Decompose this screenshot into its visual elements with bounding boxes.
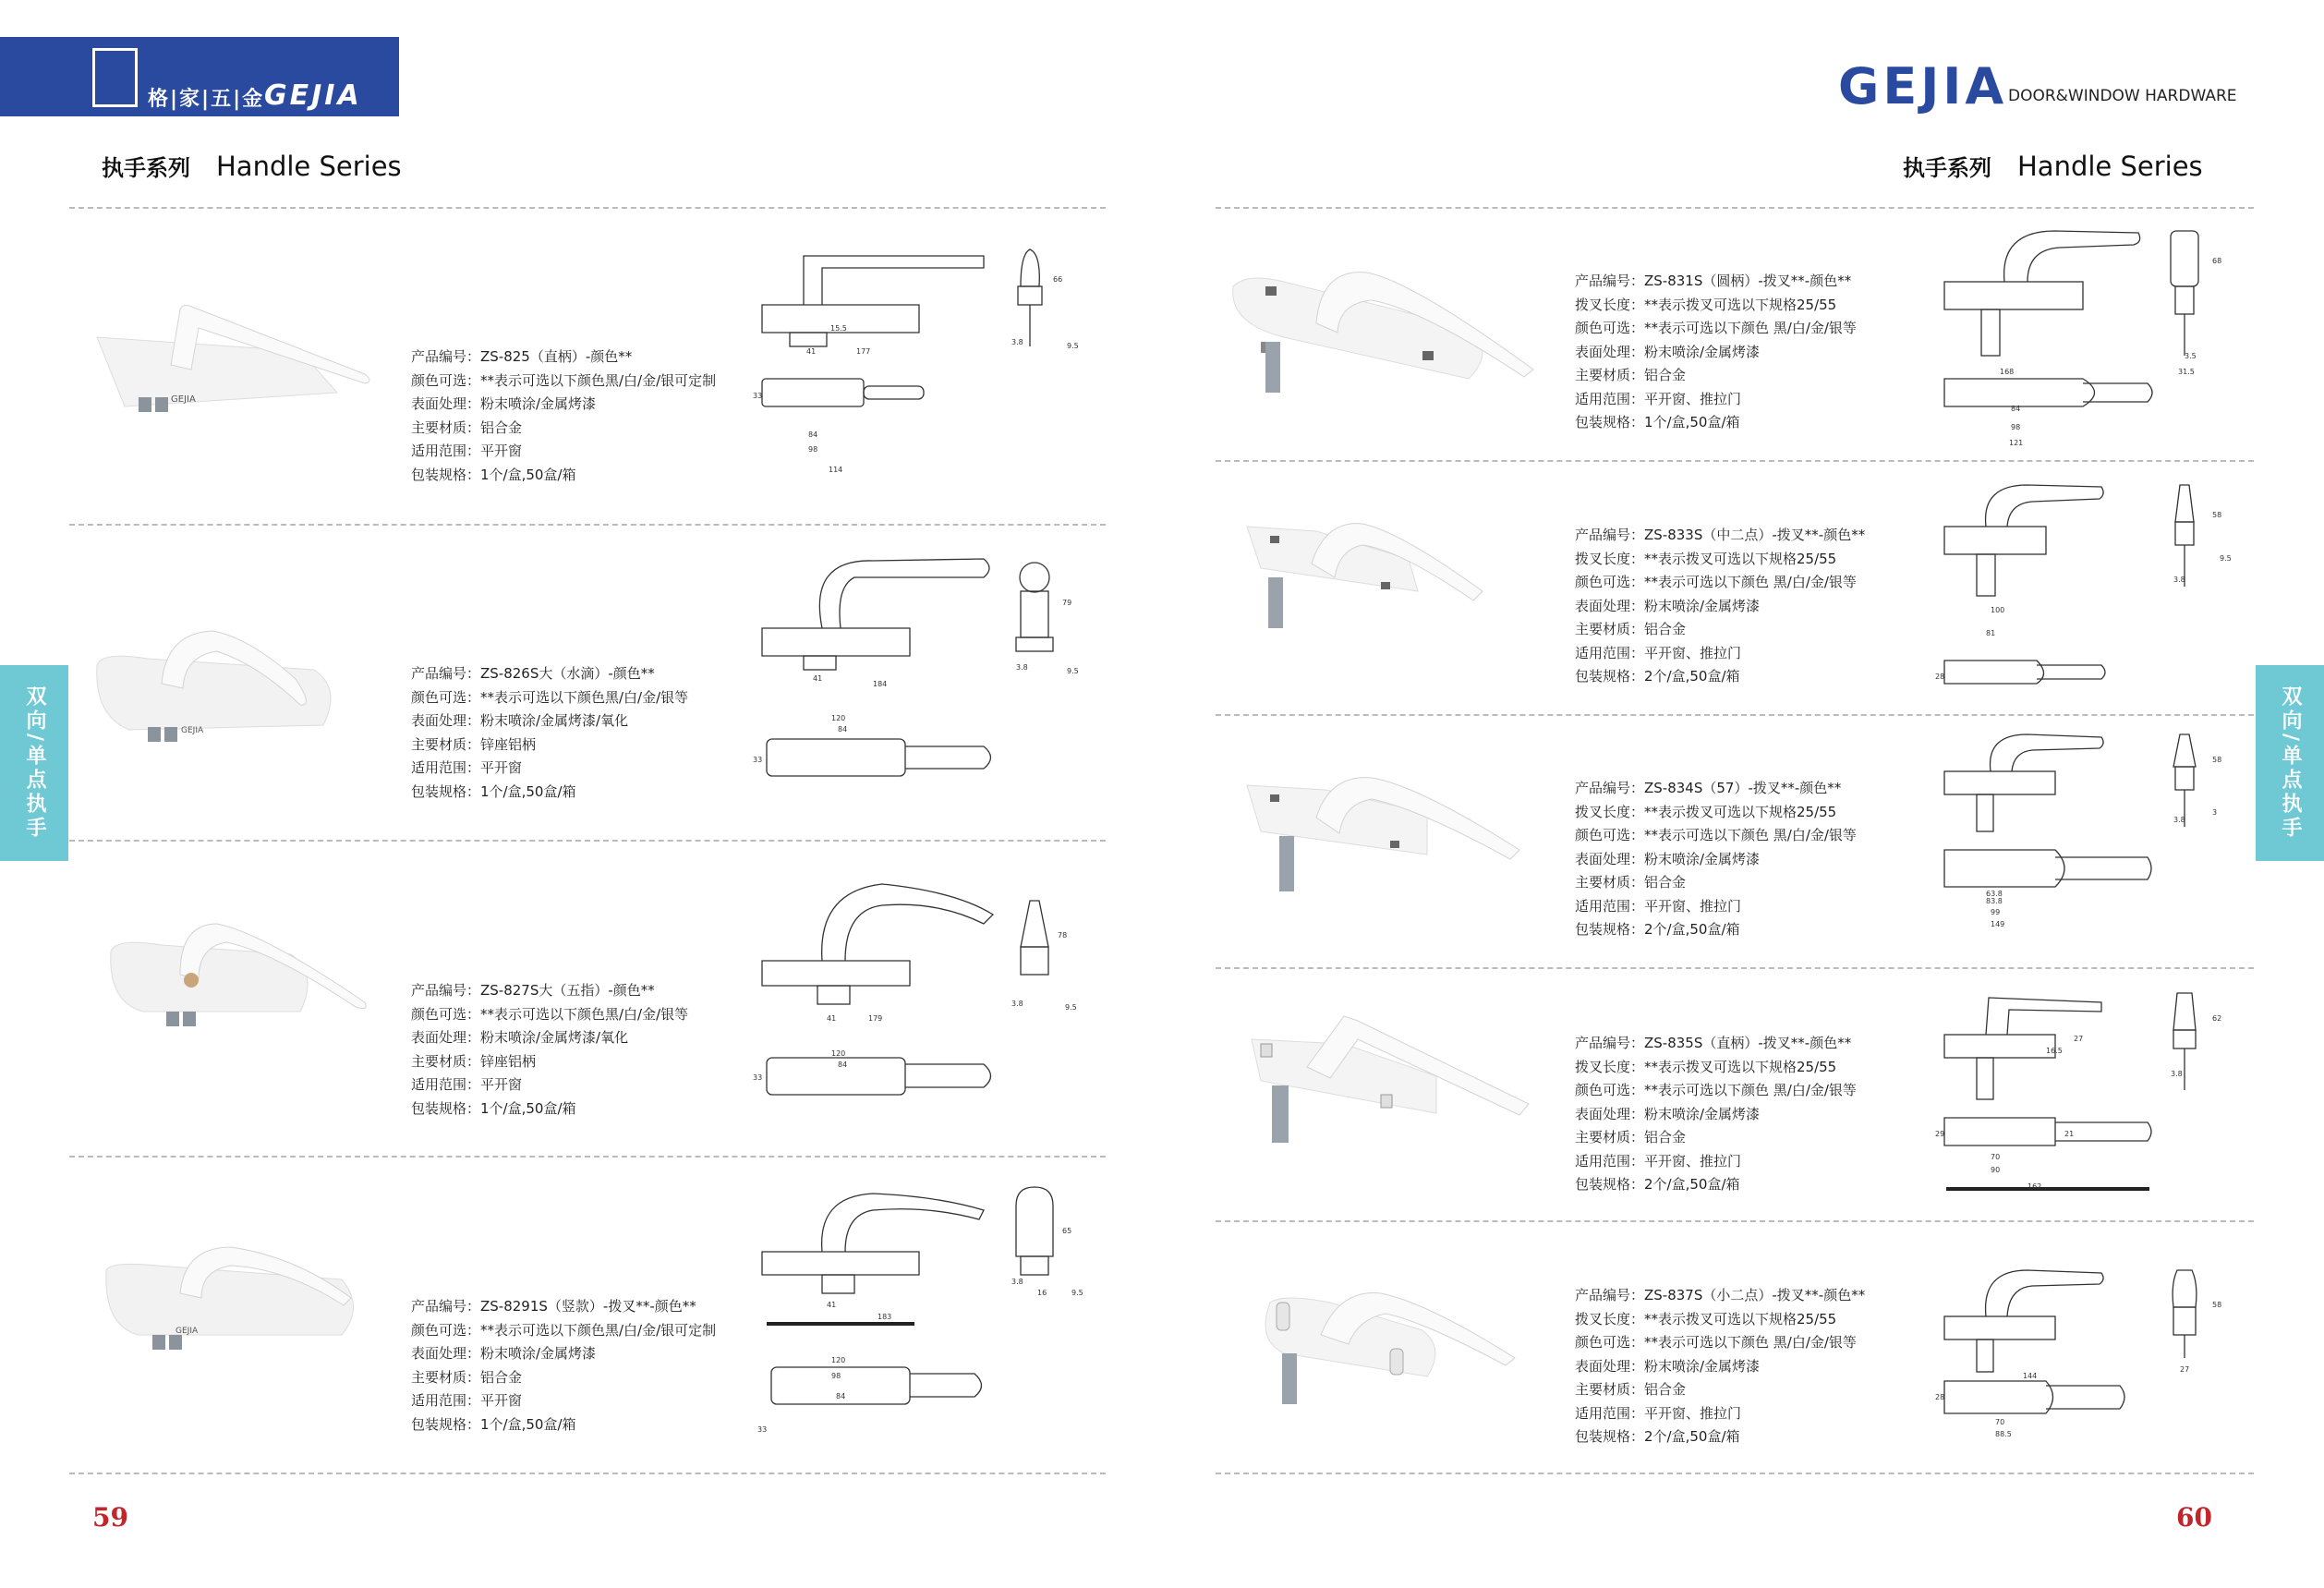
spec-block: [1575, 1284, 1865, 1449]
svg-text:GEJIA: GEJIA: [176, 1327, 199, 1336]
dim-label: 41: [813, 674, 823, 683]
usage-scope: 适用范围：平开窗: [411, 442, 523, 459]
side-category-tab-left: 双向/单点执手: [0, 665, 68, 861]
logo-mark-icon: [92, 48, 135, 107]
material: 主要材质：锌座铝柄: [411, 1052, 537, 1070]
divider: [1216, 1473, 2254, 1474]
divider: [69, 840, 1106, 842]
dim-label: 81: [1986, 629, 1996, 637]
dim-label: 78: [1058, 931, 1068, 939]
color-options: 颜色可选：**表示可选以下颜色 黑/白/金/银等: [1575, 827, 1857, 843]
dim-label: 33: [757, 1425, 768, 1434]
dim-label: 179: [868, 1014, 883, 1023]
dim-label: 9.5: [1067, 342, 1079, 350]
divider: [1216, 1220, 2254, 1222]
dim-label: 98: [808, 445, 818, 454]
packaging: 包装规格：1个/盒,50盒/箱: [1575, 414, 1740, 430]
packaging: 包装规格：1个/盒,50盒/箱: [411, 1415, 576, 1433]
surface-finish: 表面处理：粉末喷涂/金属烤漆: [411, 1345, 597, 1362]
packaging: 包装规格：2个/盒,50盒/箱: [1575, 668, 1740, 685]
material: 主要材质：铝合金: [1575, 367, 1687, 383]
divider: [1216, 207, 2254, 209]
dim-label: 27: [2180, 1365, 2190, 1374]
color-options: 颜色可选：**表示可选以下颜色黑/白/金/银等: [411, 1005, 689, 1023]
dim-label: 3.8: [1011, 1000, 1023, 1008]
dim-label: 9.5: [1071, 1289, 1083, 1297]
dim-label: 3.8: [2173, 816, 2185, 824]
logo-en-text: GEJIA: [264, 79, 362, 112]
dim-label: 84: [838, 1061, 848, 1069]
dim-label: 70: [1991, 1153, 2001, 1161]
dim-label: 88.5: [1995, 1430, 2012, 1438]
technical-drawing: [1935, 476, 2249, 693]
dim-label: 183: [878, 1313, 892, 1321]
dim-label: 79: [1062, 599, 1072, 607]
material: 主要材质：铝合金: [1575, 1129, 1687, 1146]
color-options: 颜色可选：**表示可选以下颜色黑/白/金/银可定制: [411, 1321, 717, 1339]
packaging: 包装规格：2个/盒,50盒/箱: [1575, 921, 1740, 938]
dim-label: 16: [1037, 1289, 1047, 1297]
divider: [69, 1156, 1106, 1158]
dim-label: 114: [829, 466, 843, 474]
right-series-title: [1903, 150, 2203, 182]
dim-label: 31.5: [2178, 368, 2195, 376]
product-photo: [88, 300, 393, 430]
dim-label: 149: [1991, 920, 2005, 928]
product-code: 产品编号：ZS-831S（圆柄）-拨叉**-颜色**: [1575, 273, 1852, 289]
fork-length: 拨叉长度：**表示拨叉可选以下规格25/55: [1575, 803, 1837, 820]
usage-scope: 适用范围：平开窗: [411, 1392, 523, 1409]
material: 主要材质：铝合金: [1575, 874, 1687, 891]
usage-scope: 适用范围：平开窗、推拉门: [1575, 390, 1742, 407]
material: 主要材质：铝合金: [1575, 621, 1687, 637]
product-photo: [102, 1243, 388, 1363]
dim-label: 98: [831, 1372, 841, 1380]
usage-scope: 适用范围：平开窗: [411, 759, 523, 776]
series-title-en: Handle Series: [2017, 151, 2203, 182]
product-code: 产品编号：ZS-825（直柄）-颜色**: [411, 348, 633, 365]
color-options: 颜色可选：**表示可选以下颜色 黑/白/金/银等: [1575, 320, 1857, 336]
dim-label: 58: [2212, 1301, 2222, 1309]
product-photo: [92, 624, 388, 753]
product-code: 产品编号：ZS-8291S（竖款）-拨叉**-颜色**: [411, 1298, 696, 1315]
color-options: 颜色可选：**表示可选以下颜色 黑/白/金/银等: [1575, 1334, 1857, 1351]
spec-block: [1575, 270, 1857, 435]
technical-drawing: [753, 245, 1085, 485]
dim-label: 144: [2023, 1372, 2038, 1380]
material: 主要材质：铝合金: [1575, 1381, 1687, 1398]
dim-label: 9.5: [1067, 667, 1079, 675]
dim-label: 83.8: [1986, 897, 2003, 905]
packaging: 包装规格：1个/盒,50盒/箱: [411, 782, 576, 800]
dim-label: 177: [856, 347, 871, 356]
technical-drawing: [753, 873, 1085, 1118]
product-photo: [1242, 767, 1538, 896]
divider: [69, 1473, 1106, 1474]
surface-finish: 表面处理：粉末喷涂/金属烤漆: [1575, 850, 1761, 867]
packaging: 包装规格：1个/盒,50盒/箱: [411, 1099, 576, 1117]
dim-label: 65: [1062, 1227, 1072, 1235]
spec-block: [411, 345, 716, 487]
usage-scope: 适用范围：平开窗、推拉门: [1575, 897, 1742, 915]
dim-label: 84: [2011, 405, 2021, 413]
dim-label: 3.8: [2171, 1070, 2183, 1078]
fork-length: 拨叉长度：**表示拨叉可选以下规格25/55: [1575, 1310, 1837, 1327]
color-options: 颜色可选：**表示可选以下颜色 黑/白/金/银等: [1575, 574, 1857, 590]
svg-text:GEJIA: GEJIA: [181, 726, 204, 735]
product-photo: [1229, 259, 1552, 397]
product-code: 产品编号：ZS-826S大（水滴）-颜色**: [411, 665, 655, 682]
dim-label: 33: [753, 1073, 763, 1082]
product-photo: [1256, 1284, 1533, 1413]
dim-label: 99: [1991, 908, 2001, 916]
product-code: 产品编号：ZS-835S（直柄）-拨叉**-颜色**: [1575, 1035, 1852, 1051]
technical-drawing: [753, 550, 1085, 799]
product-code: 产品编号：ZS-837S（小二点）-拨叉**-颜色**: [1575, 1287, 1866, 1303]
dim-label: 84: [836, 1392, 846, 1400]
series-title-cn: 执手系列: [102, 155, 190, 181]
dim-label: 41: [806, 347, 817, 356]
surface-finish: 表面处理：粉末喷涂/金属烤漆/氧化: [411, 1029, 629, 1046]
dim-label: 168: [2000, 368, 2015, 376]
dim-label: 68: [2212, 257, 2222, 265]
dim-label: 21: [2064, 1130, 2075, 1138]
product-photo: [1242, 1012, 1538, 1150]
dim-label: 9.5: [1065, 1003, 1077, 1012]
surface-finish: 表面处理：粉末喷涂/金属烤漆: [411, 395, 597, 412]
divider: [69, 524, 1106, 526]
fork-length: 拨叉长度：**表示拨叉可选以下规格25/55: [1575, 550, 1837, 567]
spec-block: [411, 662, 688, 804]
dim-label: 90: [1991, 1166, 2001, 1174]
material: 主要材质：铝合金: [411, 418, 523, 436]
spec-block: [1575, 777, 1857, 942]
dim-label: 27: [2074, 1035, 2084, 1043]
dim-label: 70: [1995, 1418, 2005, 1426]
dim-label: 84: [808, 430, 818, 439]
dim-label: 100: [1991, 606, 2005, 614]
brand-wordmark: GEJIA: [1838, 57, 2008, 115]
product-code: 产品编号：ZS-827S大（五指）-颜色**: [411, 982, 655, 999]
color-options: 颜色可选：**表示可选以下颜色 黑/白/金/银等: [1575, 1082, 1857, 1098]
technical-drawing: [1935, 984, 2249, 1206]
side-category-tab-right: 双向/单点执手: [2256, 665, 2324, 861]
dim-label: 120: [831, 1049, 846, 1058]
technical-drawing: [1935, 1266, 2249, 1450]
svg-text:GEJIA: GEJIA: [171, 394, 196, 405]
dim-label: 162: [2027, 1182, 2042, 1191]
series-title-en: Handle Series: [216, 151, 402, 182]
usage-scope: 适用范围：平开窗、推拉门: [1575, 1404, 1742, 1422]
dim-label: 29: [1935, 1130, 1945, 1138]
material: 主要材质：锌座铝柄: [411, 735, 537, 753]
dim-label: 28: [1935, 673, 1945, 681]
usage-scope: 适用范围：平开窗: [411, 1076, 523, 1093]
surface-finish: 表面处理：粉末喷涂/金属烤漆/氧化: [411, 712, 629, 729]
dim-label: 98: [2011, 423, 2021, 431]
fork-length: 拨叉长度：**表示拨叉可选以下规格25/55: [1575, 296, 1837, 313]
dim-label: 3.8: [1011, 338, 1023, 346]
page-number-left: 59: [92, 1502, 128, 1533]
logo-cn-text: 格|家|五|金: [148, 88, 265, 111]
material: 主要材质：铝合金: [411, 1368, 523, 1386]
surface-finish: 表面处理：粉末喷涂/金属烤漆: [1575, 597, 1761, 614]
dim-label: 58: [2212, 511, 2222, 519]
dim-label: 28: [1935, 1393, 1945, 1401]
color-options: 颜色可选：**表示可选以下颜色黑/白/金/银可定制: [411, 371, 717, 389]
dim-label: 121: [2009, 439, 2024, 447]
dim-label: 3.5: [2185, 352, 2197, 360]
color-options: 颜色可选：**表示可选以下颜色黑/白/金/银等: [411, 688, 689, 706]
series-title-cn: 执手系列: [1903, 155, 1991, 181]
divider: [1216, 967, 2254, 969]
packaging: 包装规格：2个/盒,50盒/箱: [1575, 1428, 1740, 1445]
dim-label: 84: [838, 725, 848, 733]
dim-label: 3.8: [1011, 1278, 1023, 1286]
dim-label: 63.8: [1986, 890, 2003, 898]
product-code: 产品编号：ZS-833S（中二点）-拨叉**-颜色**: [1575, 527, 1866, 543]
product-photo: [1242, 513, 1538, 633]
spec-block: [411, 1295, 716, 1436]
dim-label: 16.5: [2046, 1047, 2063, 1055]
brand-subtitle: DOOR&WINDOW HARDWARE: [2008, 87, 2237, 105]
left-series-title: [102, 150, 402, 182]
spec-block: [1575, 524, 1865, 689]
divider: [1216, 714, 2254, 716]
technical-drawing: [1935, 730, 2249, 942]
dim-label: 3: [2212, 808, 2218, 817]
dim-label: 9.5: [2220, 554, 2232, 563]
surface-finish: 表面处理：粉末喷涂/金属烤漆: [1575, 1357, 1761, 1375]
product-photo: [106, 919, 383, 1039]
surface-finish: 表面处理：粉末喷涂/金属烤漆: [1575, 343, 1761, 360]
divider: [69, 207, 1106, 209]
dim-label: 41: [827, 1014, 837, 1023]
fork-length: 拨叉长度：**表示拨叉可选以下规格25/55: [1575, 1058, 1837, 1075]
dim-label: 120: [831, 1356, 846, 1364]
spec-block: [1575, 1032, 1857, 1197]
dim-label: 184: [873, 680, 888, 688]
dim-label: 66: [1053, 275, 1063, 284]
page-number-right: 60: [2176, 1502, 2212, 1533]
product-code: 产品编号：ZS-834S（57）-拨叉**-颜色**: [1575, 780, 1842, 796]
surface-finish: 表面处理：粉末喷涂/金属烤漆: [1575, 1105, 1761, 1122]
dim-label: 62: [2212, 1014, 2222, 1023]
dim-label: 33: [753, 392, 763, 400]
technical-drawing: [1935, 222, 2249, 453]
dim-label: 15.5: [830, 324, 847, 333]
dim-label: 33: [753, 756, 763, 764]
spec-block: [411, 979, 688, 1121]
dim-label: 120: [831, 714, 846, 722]
divider: [1216, 460, 2254, 462]
dim-label: 3.8: [2173, 576, 2185, 584]
dim-label: 3.8: [1016, 663, 1028, 672]
dim-label: 58: [2212, 756, 2222, 764]
packaging: 包装规格：2个/盒,50盒/箱: [1575, 1176, 1740, 1193]
packaging: 包装规格：1个/盒,50盒/箱: [411, 466, 576, 483]
usage-scope: 适用范围：平开窗、推拉门: [1575, 1152, 1742, 1170]
dim-label: 41: [827, 1301, 837, 1309]
usage-scope: 适用范围：平开窗、推拉门: [1575, 644, 1742, 661]
technical-drawing: [753, 1182, 1085, 1446]
